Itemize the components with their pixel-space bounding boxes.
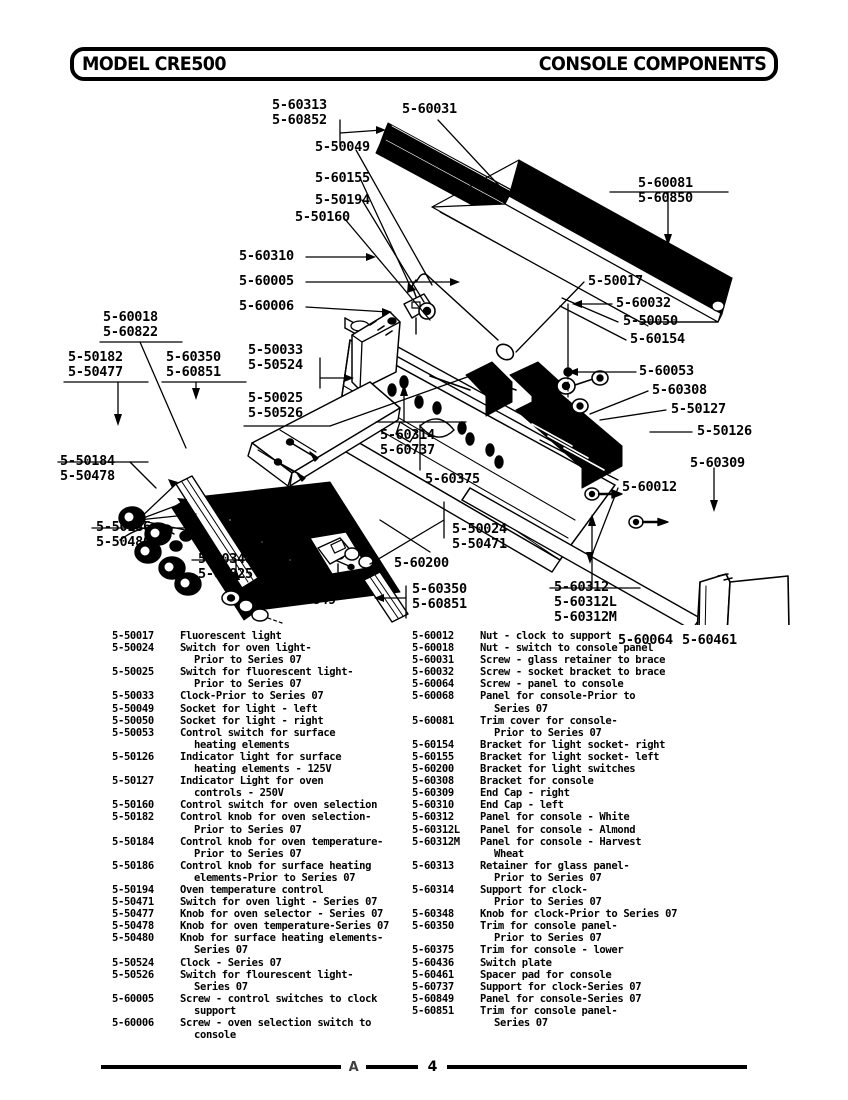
part-description: Fluorescent light — [180, 630, 282, 642]
part-description-continuation: Prior to Series 07 — [494, 932, 602, 945]
part-description: Screw - socket bracket to brace — [480, 666, 666, 679]
part-number: 5-60312 — [412, 811, 454, 824]
part-description: Trim for console panel- Prior to Series 07 — [480, 920, 762, 944]
callout-5-50194: 5-50194 — [315, 192, 370, 208]
parts-list-row — [412, 1005, 762, 1029]
part-description: Oven temperature control — [180, 883, 324, 896]
part-number: 5-50127 — [112, 775, 154, 788]
parts-list-row — [412, 824, 762, 836]
part-description: Bracket for light socket- left — [480, 750, 660, 763]
parts-list-row — [112, 896, 432, 908]
callout-5-50025: 5-50025 5-50526 — [248, 390, 303, 421]
part-number: 5-60314 — [412, 883, 454, 896]
parts-list-row — [112, 920, 432, 932]
parts-list-row — [412, 678, 762, 690]
parts-list-left-column — [112, 630, 432, 1041]
part-number: 5-50033 — [112, 690, 154, 703]
callout-5-60200: 5-60200 — [394, 555, 449, 571]
part-number: 5-60375 — [412, 944, 454, 957]
parts-list-row — [412, 775, 762, 787]
parts-list-row — [112, 969, 432, 993]
parts-list-row — [412, 799, 762, 811]
part-description: Support for clock-Series 07 — [480, 980, 642, 993]
footer-rule-left — [101, 1065, 341, 1069]
model-title: MODEL CRE500 — [82, 53, 227, 75]
parts-list-row — [112, 799, 432, 811]
part-number: 5-60849 — [412, 992, 454, 1005]
callout-5-50182: 5-50182 5-50477 — [68, 349, 123, 380]
part-description-continuation: heating elements — [194, 738, 290, 751]
part-description-continuation: controls - 250V — [194, 787, 284, 800]
part-number: 5-50526 — [112, 968, 154, 981]
callout-5-50049: 5-50049 — [315, 139, 370, 155]
part-number: 5-60348 — [412, 908, 454, 921]
part-number: 5-50049 — [112, 702, 154, 715]
callout-5-60032: 5-60032 — [616, 295, 671, 311]
part-description-continuation: Prior to Series 07 — [494, 871, 602, 884]
callout-5-60068: 5-60068 5-60849 — [281, 577, 336, 608]
part-number: 5-60737 — [412, 980, 454, 993]
part-number: 5-60018 — [412, 642, 454, 655]
part-number: 5-50477 — [112, 908, 154, 921]
part-number: 5-60436 — [412, 956, 454, 969]
part-number: 5-60309 — [412, 787, 454, 800]
part-description: Screw - glass retainer to brace — [480, 654, 666, 667]
part-description: Socket for light - right — [180, 714, 324, 727]
part-description: End Cap - left — [480, 799, 564, 812]
part-description: Control knob for surface heating elements-Prior to Series 07 — [180, 860, 432, 884]
part-description: Clock-Prior to Series 07 — [180, 690, 324, 703]
part-description: Bracket for light switches — [480, 763, 636, 776]
part-description: Spacer pad for console — [480, 968, 612, 981]
page-footer — [0, 1052, 848, 1082]
part-number: 5-50024 — [112, 642, 154, 655]
callout-5-60012: 5-60012 — [622, 479, 677, 495]
callout-5-60308: 5-60308 — [652, 382, 707, 398]
part-number: 5-50186 — [112, 859, 154, 872]
part-number: 5-50524 — [112, 956, 154, 969]
parts-list-row — [112, 715, 432, 727]
parts-list-row — [412, 630, 762, 642]
callout-5-50024: 5-50024 5-50471 — [452, 521, 507, 552]
part-description: Nut - clock to support — [480, 630, 612, 642]
part-description: Panel for console - White — [480, 811, 630, 824]
part-number: 5-60032 — [412, 666, 454, 679]
callout-5-50127: 5-50127 — [671, 401, 726, 417]
part-description-continuation: Series 07 — [494, 702, 548, 715]
parts-list-row — [112, 932, 432, 956]
part-description: Screw - panel to console — [480, 678, 624, 691]
parts-list-row — [412, 957, 762, 969]
callout-5-60350-upper: 5-60350 5-60851 — [166, 349, 221, 380]
part-description: Switch for oven light - Series 07 — [180, 896, 378, 909]
section-title: CONSOLE COMPONENTS — [538, 53, 766, 75]
part-description: Control switch for surface heating elements — [180, 727, 432, 751]
part-number: 5-60154 — [412, 738, 454, 751]
part-number: 5-50480 — [112, 932, 154, 945]
part-description: Switch for flourescent light- Series 07 — [180, 969, 432, 993]
part-number: 5-60310 — [412, 799, 454, 812]
part-description-continuation: console — [194, 1029, 236, 1042]
callout-5-60155: 5-60155 — [315, 170, 370, 186]
part-number: 5-60005 — [112, 992, 154, 1005]
parts-list-row — [412, 739, 762, 751]
parts-list-row — [412, 920, 762, 944]
part-number: 5-60068 — [412, 690, 454, 703]
parts-list-row — [412, 993, 762, 1005]
callout-5-60064: 5-60064 — [618, 632, 673, 648]
footer-rule-mid — [366, 1065, 418, 1069]
parts-list-row — [412, 969, 762, 981]
parts-list-row — [112, 1017, 432, 1041]
parts-list-row — [412, 908, 762, 920]
parts-list-row — [112, 884, 432, 896]
parts-list-row — [412, 654, 762, 666]
part-description: Screw - oven selection switch to console — [180, 1017, 432, 1041]
callout-5-50126: 5-50126 — [697, 423, 752, 439]
part-description: Trim cover for console- Prior to Series 07 — [480, 715, 762, 739]
callout-5-60348: 5-60348 5-60825 — [198, 551, 253, 582]
part-number: 5-50017 — [112, 630, 154, 642]
part-description: Screw - control switches to clock support — [180, 993, 432, 1017]
callout-5-60375: 5-60375 — [425, 471, 480, 487]
parts-list-row — [112, 993, 432, 1017]
callout-5-60310: 5-60310 — [239, 248, 294, 264]
parts-list-row — [412, 884, 762, 908]
part-description: Trim for console - lower — [480, 944, 624, 957]
part-description-continuation: heating elements - 125V — [194, 763, 332, 776]
part-description-continuation: Prior to Series 07 — [194, 823, 302, 836]
part-number: 5-50053 — [112, 726, 154, 739]
part-number: 5-60200 — [412, 763, 454, 776]
part-description: Knob for clock-Prior to Series 07 — [480, 908, 678, 921]
callout-5-60006: 5-60006 — [239, 298, 294, 314]
part-number: 5-50194 — [112, 883, 154, 896]
part-number: 5-50050 — [112, 714, 154, 727]
parts-list-row — [112, 703, 432, 715]
parts-list-row — [112, 860, 432, 884]
parts-list-row — [112, 642, 432, 666]
part-description: Control switch for oven selection — [180, 799, 378, 812]
part-description: Control knob for oven selection- Prior to Series 07 — [180, 811, 432, 835]
callout-5-60350-lower: 5-60350 5-60851 — [412, 581, 467, 612]
part-description: Bracket for light socket- right — [480, 738, 666, 751]
part-number: 5-60031 — [412, 654, 454, 667]
part-description: Knob for oven selector - Series 07 — [180, 908, 384, 921]
parts-list-row — [112, 811, 432, 835]
part-number: 5-50160 — [112, 799, 154, 812]
part-description-continuation: Wheat — [494, 847, 524, 860]
part-number: 5-60851 — [412, 1004, 454, 1017]
parts-list-row — [412, 666, 762, 678]
part-description: Retainer for glass panel- Prior to Series 07 — [480, 860, 762, 884]
callout-5-60005: 5-60005 — [239, 273, 294, 289]
part-description: Control knob for oven temperature- Prior to Series 07 — [180, 836, 432, 860]
part-description: Panel for console - Harvest Wheat — [480, 836, 762, 860]
parts-list-row — [412, 787, 762, 799]
parts-list-row — [112, 630, 432, 642]
part-description-continuation: Prior to Series 07 — [494, 896, 602, 909]
callout-5-60313: 5-60313 5-60852 — [272, 97, 327, 128]
part-number: 5-60312M — [412, 835, 460, 848]
part-description: Panel for console-Series 07 — [480, 992, 642, 1005]
part-number: 5-60308 — [412, 775, 454, 788]
part-description-continuation: elements-Prior to Series 07 — [194, 871, 356, 884]
parts-list-row — [112, 836, 432, 860]
part-number: 5-50478 — [112, 920, 154, 933]
part-number: 5-50182 — [112, 811, 154, 824]
parts-list — [0, 630, 848, 1040]
part-description: Knob for oven temperature-Series 07 — [180, 920, 390, 933]
header-banner — [70, 47, 778, 81]
callout-5-60312: 5-60312 5-60312L 5-60312M — [554, 579, 617, 625]
part-description: Switch plate — [480, 956, 552, 969]
callout-5-60309: 5-60309 — [690, 455, 745, 471]
part-description: Bracket for console — [480, 775, 594, 788]
callout-5-50184: 5-50184 5-50478 — [60, 453, 115, 484]
part-number: 5-60012 — [412, 630, 454, 642]
part-description: Indicator Light for oven controls - 250V — [180, 775, 432, 799]
callout-5-60018: 5-60018 5-60822 — [103, 309, 158, 340]
parts-list-row — [412, 642, 762, 654]
part-description: Switch for oven light- Prior to Series 07 — [180, 642, 432, 666]
end-cap-right-part — [694, 574, 790, 625]
part-description: Nut - switch to console panel — [480, 642, 654, 655]
part-description: Indicator light for surface heating elements - 125V — [180, 751, 432, 775]
parts-list-row — [412, 811, 762, 823]
callout-5-60081: 5-60081 5-60850 — [638, 175, 693, 206]
part-description-continuation: Series 07 — [494, 1017, 548, 1029]
part-description-continuation: Prior to Series 07 — [194, 654, 302, 667]
parts-list-row — [412, 836, 762, 860]
footer-rule-right — [447, 1065, 747, 1069]
parts-list-row — [412, 981, 762, 993]
part-description-continuation: Prior to Series 07 — [194, 678, 302, 691]
part-description: Switch for fluorescent light- Prior to Series 07 — [180, 666, 432, 690]
callout-5-60031: 5-60031 — [402, 101, 457, 117]
part-description-continuation: Prior to Series 07 — [494, 726, 602, 739]
parts-list-row — [412, 715, 762, 739]
part-number: 5-60461 — [412, 968, 454, 981]
part-description-continuation: support — [194, 1004, 236, 1017]
callout-5-50186: 5-50186 5-50480 — [96, 519, 151, 550]
parts-list-row — [412, 763, 762, 775]
parts-list-row — [112, 751, 432, 775]
part-number: 5-60064 — [412, 678, 454, 691]
callout-5-50033: 5-50033 5-50524 — [248, 342, 303, 373]
part-number: 5-60350 — [412, 920, 454, 933]
part-description: Panel for console - Almond — [480, 823, 636, 836]
parts-list-row — [112, 666, 432, 690]
parts-list-row — [412, 751, 762, 763]
part-description: Support for clock- Prior to Series 07 — [480, 884, 762, 908]
brand-logo: A — [348, 1059, 358, 1075]
part-description-continuation: Series 07 — [194, 944, 248, 957]
part-description: Clock - Series 07 — [180, 956, 282, 969]
part-description: Trim for console panel- Series 07 — [480, 1005, 762, 1029]
part-number: 5-60081 — [412, 714, 454, 727]
part-description-continuation: Series 07 — [194, 980, 248, 993]
parts-list-row — [112, 908, 432, 920]
parts-list-row — [412, 944, 762, 956]
parts-list-row — [112, 690, 432, 702]
part-number: 5-50184 — [112, 835, 154, 848]
page-number: 4 — [427, 1059, 438, 1075]
parts-list-row — [412, 860, 762, 884]
part-number: 5-60312L — [412, 823, 460, 836]
parts-list-row — [112, 775, 432, 799]
part-number: 5-50025 — [112, 666, 154, 679]
part-description: Knob for surface heating elements- Series 07 — [180, 932, 432, 956]
part-description: End Cap - right — [480, 787, 570, 800]
parts-list-right-column — [412, 630, 762, 1029]
part-description: Panel for console-Prior to Series 07 — [480, 690, 762, 714]
callout-5-50160: 5-50160 — [295, 209, 350, 225]
part-number: 5-60155 — [412, 750, 454, 763]
parts-list-row — [112, 727, 432, 751]
part-description: Socket for light - left — [180, 702, 318, 715]
callout-5-60053: 5-60053 — [639, 363, 694, 379]
part-number: 5-60313 — [412, 859, 454, 872]
part-number: 5-50126 — [112, 750, 154, 763]
callout-5-50017: 5-50017 — [588, 273, 643, 289]
part-number: 5-50471 — [112, 896, 154, 909]
parts-list-row — [412, 690, 762, 714]
callout-5-60461: 5-60461 — [682, 632, 737, 648]
callout-5-60314: 5-60314 5-60737 — [380, 427, 435, 458]
parts-list-row — [112, 957, 432, 969]
part-description-continuation: Prior to Series 07 — [194, 847, 302, 860]
part-number: 5-60006 — [112, 1017, 154, 1029]
callout-5-50050: 5-50050 — [623, 313, 678, 329]
callout-5-60154: 5-60154 — [630, 331, 685, 347]
